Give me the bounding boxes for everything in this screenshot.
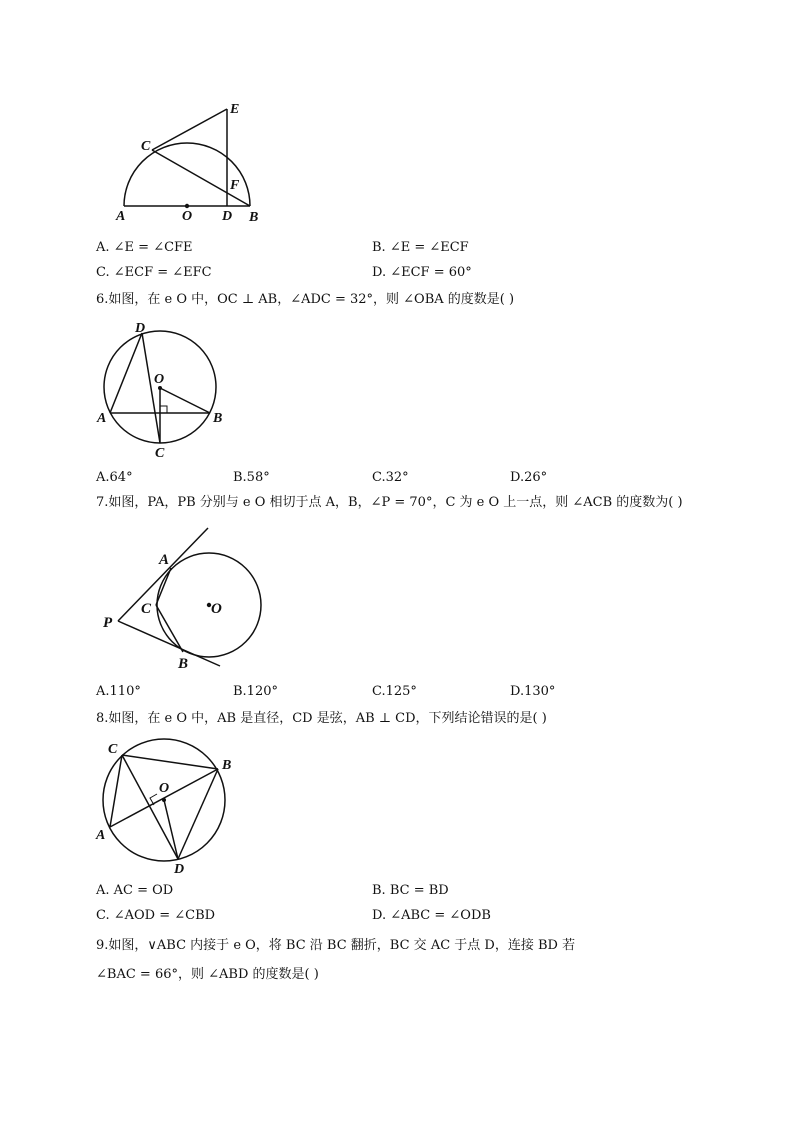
q8-option-c: C. ∠AOD = ∠CBD (96, 908, 216, 923)
q7-option-a: A.110° (96, 684, 141, 699)
q6-option-b: B.58° (233, 470, 270, 485)
q5-label-o: O (182, 209, 193, 224)
q7-stem: 7.如图，PA，PB 分别与 e O 相切于点 A，B，∠P = 70°，C 为 e O 上一点，则 ∠ACB 的度数为( ) (96, 495, 683, 510)
q5-option-c: C. ∠ECF = ∠EFC (96, 265, 212, 280)
q5-figure (110, 95, 270, 230)
q6-label-c: C (155, 446, 165, 461)
q5-label-e: E (230, 102, 240, 117)
q5-label-d: D (222, 209, 233, 224)
q6-option-a: A.64° (96, 470, 133, 485)
q7-option-c: C.125° (372, 684, 417, 699)
q7-label-b: B (178, 656, 189, 672)
q5-label-a: A (116, 209, 126, 224)
q7-label-a: A (159, 552, 170, 568)
q5-option-b: B. ∠E = ∠ECF (372, 240, 469, 255)
q6-option-c: C.32° (372, 470, 409, 485)
q5-label-c: C (141, 139, 151, 154)
q5-option-d: D. ∠ECF = 60° (372, 265, 472, 280)
q6-label-b: B (213, 411, 223, 426)
q6-label-a: A (97, 411, 107, 426)
q8-stem: 8.如图，在 e O 中，AB 是直径，CD 是弦，AB ⊥ CD，下列结论错误的是( ) (96, 711, 547, 726)
q7-label-o: O (211, 601, 222, 617)
q8-label-a: A (96, 828, 106, 843)
q6-label-d: D (135, 321, 146, 336)
q8-label-o: O (159, 781, 170, 796)
q8-option-d: D. ∠ABC = ∠ODB (372, 908, 491, 923)
q8-option-b: B. BC = BD (372, 883, 449, 898)
q8-figure (92, 735, 242, 877)
q9-stem-line2: ∠BAC = 66°，则 ∠ABD 的度数是( ) (96, 967, 319, 982)
q8-label-b: B (222, 758, 232, 773)
q8-label-c: C (108, 742, 118, 757)
q8-label-d: D (174, 862, 185, 877)
q7-option-b: B.120° (233, 684, 278, 699)
q6-stem: 6.如图，在 e O 中，OC ⊥ AB，∠ADC = 32°，则 ∠OBA 的度数是( ) (96, 292, 515, 307)
q7-option-d: D.130° (510, 684, 556, 699)
q7-label-p: P (103, 615, 113, 631)
q5-option-a: A. ∠E = ∠CFE (96, 240, 193, 255)
q5-label-f: F (230, 178, 240, 193)
q6-option-d: D.26° (510, 470, 548, 485)
q5-label-b: B (249, 210, 259, 225)
q8-option-a: A. AC = OD (96, 883, 174, 898)
q7-figure (98, 523, 268, 675)
q7-label-c: C (141, 601, 152, 617)
q6-figure (92, 318, 232, 463)
q9-stem-line1: 9.如图，∨ABC 内接于 e O，将 BC 沿 BC 翻折，BC 交 AC 于点 D，连接 BD 若 (96, 938, 576, 953)
q6-label-o: O (154, 372, 165, 387)
